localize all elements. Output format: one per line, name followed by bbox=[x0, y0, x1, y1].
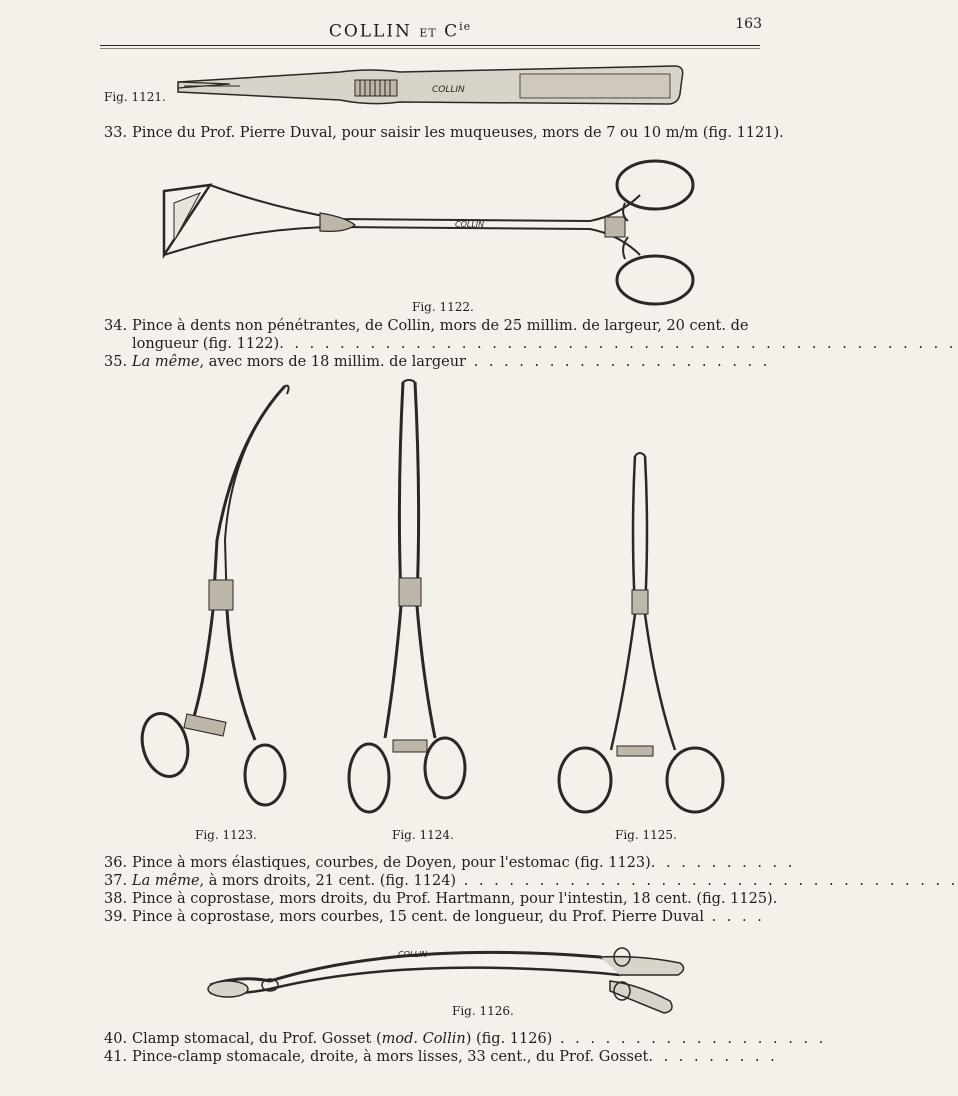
fig-1121-caption: Fig. 1121. bbox=[104, 90, 166, 104]
entry-37-number: 37. bbox=[104, 873, 128, 889]
entry-34-number: 34. bbox=[104, 318, 128, 334]
entry-39-number: 39. bbox=[104, 909, 128, 925]
fig-1122-forceps-drawing bbox=[150, 155, 720, 310]
header-title-ie: ie bbox=[459, 20, 472, 33]
entry-36-leader: . . . . . . . . . . bbox=[650, 855, 796, 871]
entry-39-text: Pince à coprostase, mors courbes, 15 cent. de longueur, du Prof. Pierre Duval bbox=[132, 909, 704, 925]
header-rule-secondary bbox=[100, 48, 760, 49]
entry-33-number: 33. bbox=[104, 125, 128, 141]
entry-39 bbox=[104, 908, 765, 926]
entry-35-text: , avec mors de 18 millim. de largeur bbox=[199, 354, 466, 370]
fig-1122-engraving: COLLIN bbox=[455, 220, 485, 229]
entry-35-italic: La même bbox=[132, 354, 200, 370]
fig-1123-caption: Fig. 1123. bbox=[195, 828, 257, 842]
fig-1122-caption: Fig. 1122. bbox=[412, 300, 474, 314]
entry-35-number: 35. bbox=[104, 354, 128, 370]
entry-34-text-line2: longueur (fig. 1122) bbox=[132, 336, 280, 352]
entry-41-text: Pince-clamp stomacale, droite, à mors lisses, 33 cent., du Prof. Gosset bbox=[132, 1049, 649, 1065]
entry-34-leader: . . . . . . . . . . . . . . . . . . . . . . . . . . . . . . . . . . . . . . . . . . . . . bbox=[279, 336, 957, 352]
entry-40-number: 40. bbox=[104, 1031, 128, 1047]
fig-1126-engraving: COLLIN bbox=[398, 950, 428, 959]
entry-41-number: 41. bbox=[104, 1049, 128, 1065]
entry-40-text: Clamp stomacal, du Prof. Gosset ( bbox=[132, 1031, 382, 1047]
entry-37-text: , à mors droits, 21 cent. (fig. 1124) bbox=[199, 873, 457, 889]
entry-37 bbox=[104, 872, 958, 890]
fig-1121-engraving: COLLIN bbox=[432, 85, 465, 95]
entry-34 bbox=[104, 317, 749, 335]
fig-1125-forceps-drawing bbox=[555, 450, 730, 820]
entry-41-leader: . . . . . . . . . bbox=[648, 1049, 778, 1065]
header-title-main: COLLIN bbox=[328, 21, 412, 42]
entry-38 bbox=[104, 890, 778, 908]
fig-1126-clamp-drawing bbox=[200, 935, 690, 1025]
fig-1124-straight-forceps-drawing bbox=[345, 378, 475, 818]
entry-39-leader: . . . . bbox=[703, 909, 765, 925]
entry-35 bbox=[104, 353, 771, 371]
entry-40-italic: mod. Collin bbox=[381, 1031, 466, 1047]
entry-33 bbox=[104, 124, 784, 142]
entry-36-number: 36. bbox=[104, 855, 128, 871]
entry-38-text: Pince à coprostase, mors droits, du Prof. Hartmann, pour l'intestin, 18 cent. (fig. 1125). bbox=[132, 891, 778, 907]
page-header bbox=[0, 20, 800, 42]
entry-41 bbox=[104, 1048, 778, 1066]
entry-40 bbox=[104, 1030, 827, 1048]
fig-1123-curved-forceps-drawing bbox=[135, 380, 305, 815]
entry-37-italic: La même bbox=[132, 873, 200, 889]
header-title-et: ET bbox=[419, 26, 437, 40]
page-number: 163 bbox=[735, 16, 762, 32]
fig-1125-caption: Fig. 1125. bbox=[615, 828, 677, 842]
entry-38-number: 38. bbox=[104, 891, 128, 907]
entry-34-continued bbox=[132, 335, 957, 353]
fig-1126-caption: Fig. 1126. bbox=[452, 1004, 514, 1018]
entry-34-text-line1: Pince à dents non pénétrantes, de Collin, mors de 25 millim. de largeur, 20 cent. de bbox=[132, 318, 749, 334]
entry-37-leader: . . . . . . . . . . . . . . . . . . . . . . . . . . . . . . . . . bbox=[456, 873, 958, 889]
entry-33-text: Pince du Prof. Pierre Duval, pour saisir les muqueuses, mors de 7 ou 10 m/m (fig. 1121). bbox=[132, 125, 784, 141]
header-rule bbox=[100, 45, 760, 46]
header-title-c: C bbox=[444, 21, 460, 42]
entry-35-leader: . . . . . . . . . . . . . . . . . . . . bbox=[466, 354, 771, 370]
entry-36 bbox=[104, 854, 796, 872]
fig-1124-caption: Fig. 1124. bbox=[392, 828, 454, 842]
entry-40-text-tail: ) (fig. 1126) bbox=[465, 1031, 553, 1047]
entry-40-leader: . . . . . . . . . . . . . . . . . . bbox=[552, 1031, 827, 1047]
entry-36-text: Pince à mors élastiques, courbes, de Doyen, pour l'estomac (fig. 1123) bbox=[132, 855, 651, 871]
fig-1121-forceps-drawing bbox=[170, 58, 690, 114]
